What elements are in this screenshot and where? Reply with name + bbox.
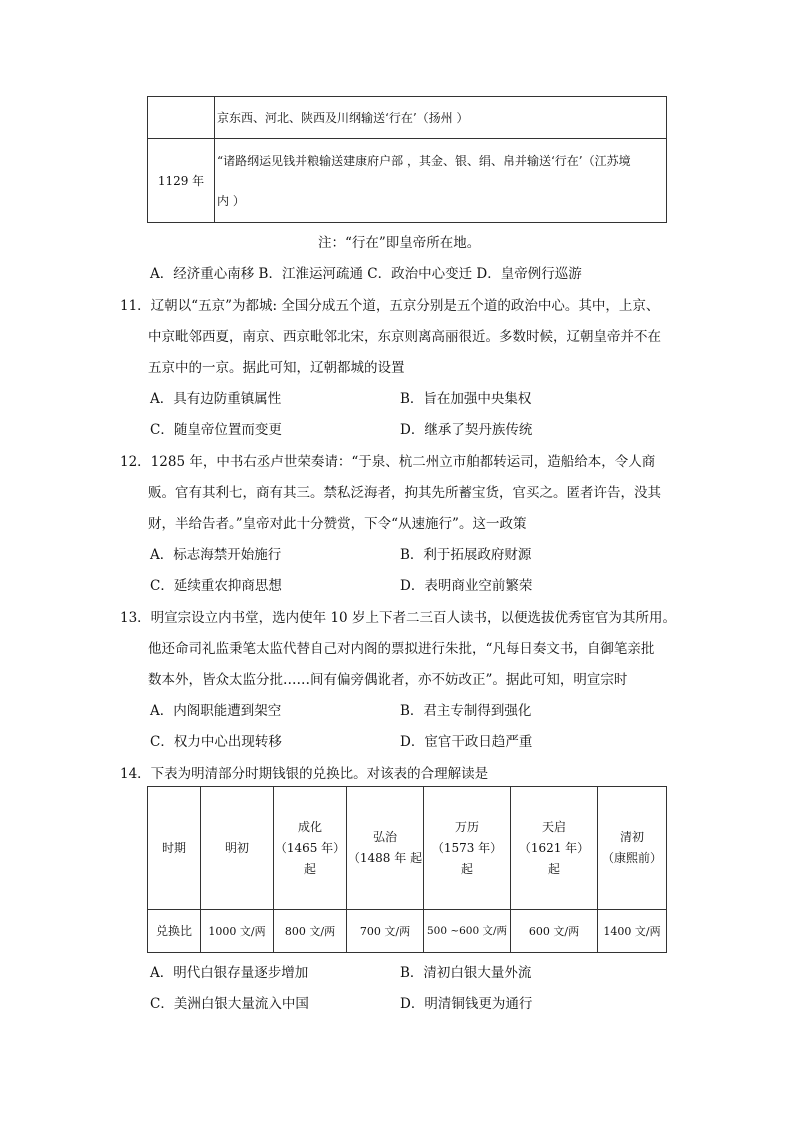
table1-row2-line1: “诸路纲运见钱并粮输送建康府户部 ，其金、银、绢、帛并输送‘行在’（江苏境: [217, 153, 631, 168]
table2-value: 1400 文/两: [598, 910, 667, 953]
tianqi-label: 天启: [541, 819, 566, 834]
table2-header-tianqi: [511, 787, 598, 910]
table2-value: 1000 文/两: [201, 910, 274, 953]
q12-option-a[interactable]: A．标志海禁开始施行: [150, 547, 282, 563]
q14-stem: 14．下表为明清部分时期钱银的兑换比。对该表的合理解读是: [120, 766, 489, 782]
table-grain-transport: [147, 96, 667, 223]
table2-header-wanli: [424, 787, 511, 910]
table1-row2-text: [215, 139, 667, 223]
q12-option-d[interactable]: D．表明商业空前繁荣: [400, 578, 533, 594]
table2-header-period: 时期: [148, 787, 201, 910]
table2-header-early-ming: 明初: [201, 787, 274, 910]
chenghua-label: 成化: [297, 819, 322, 834]
table1-row2-year-text: 1129 年: [157, 174, 205, 188]
table2-header-chenghua: [274, 787, 347, 910]
q13-option-a[interactable]: A．内阁职能遭到架空: [150, 703, 282, 719]
q13-option-c[interactable]: C．权力中心出现转移: [150, 734, 282, 750]
q10-options: A．经济重心南移 B．江淮运河疏通 C．政治中心变迁 D．皇帝例行巡游: [150, 266, 582, 282]
table2-value: 500 ~600 文/两: [424, 910, 511, 953]
q11-option-a[interactable]: A．具有边防重镇属性: [150, 391, 282, 407]
q11-option-d[interactable]: D．继承了契丹族传统: [400, 422, 533, 438]
q14-option-a[interactable]: A．明代白银存量逐步增加: [150, 965, 309, 981]
q11-option-b[interactable]: B．旨在加强中央集权: [400, 391, 532, 407]
q12-option-b[interactable]: B．利于拓展政府财源: [400, 547, 532, 563]
q11-line3: 五京中的一京。据此可知，辽朝都城的设置: [148, 360, 405, 376]
table2-value: 700 文/两: [347, 910, 424, 953]
q13-line2: 他还命司礼监秉笔太监代替自己对内阁的票拟进行朱批，“凡每日奏文书，自御笔亲批: [148, 641, 655, 657]
table1-row1-text-content: 京东西、河北、陕西及川纲输送‘行在’（扬州 ）: [217, 111, 469, 125]
q13-option-d[interactable]: D．宦官干政日趋严重: [400, 734, 533, 750]
q11-option-c[interactable]: C．随皇帝位置而变更: [150, 422, 282, 438]
q11-line2: 中京毗邻西夏，南京、西京毗邻北宋，东京则离高丽很近。多数时候，辽朝皇帝并不在: [148, 329, 661, 345]
q13-line1: 13．明宣宗设立内书堂，选内使年 10 岁上下者二三百人读书，以便选拔优秀宦官为其所用。: [120, 610, 676, 626]
q12-option-c[interactable]: C．延续重农抑商思想: [150, 578, 282, 594]
q14-option-d[interactable]: D．明清铜钱更为通行: [400, 996, 533, 1012]
table-exchange-rate: [147, 786, 667, 953]
chenghua-from: 起: [303, 861, 316, 876]
q12-line1: 12．1285 年，中书右丞卢世荣奏请：“于泉、杭二州立市舶都转运司，造船给本，令人商: [120, 454, 656, 470]
q13-option-b[interactable]: B．君主专制得到强化: [400, 703, 532, 719]
q12-line2: 贩。官有其利七，商有其三。禁私泛海者，拘其先所蓄宝货，官买之。匿者许告，没其: [148, 485, 661, 501]
q14-option-b[interactable]: B．清初白银大量外流: [400, 965, 532, 981]
table2-row-label: 兑换比: [148, 910, 201, 953]
tianqi-from: 起: [547, 861, 560, 876]
table2-header-early-qing: [598, 787, 667, 910]
tianqi-year: （1621 年）: [518, 840, 590, 855]
q13-line3: 数本外，皆众太监分批……间有偏旁偶讹者，亦不妨改正”。据此可知，明宣宗时: [148, 672, 628, 688]
table-note: 注：“行在”即皇帝所在地。: [318, 235, 481, 251]
wanli-year: （1573 年）: [431, 840, 503, 855]
table1-row2-line2: 内 ）: [217, 193, 245, 208]
table2-value: 600 文/两: [511, 910, 598, 953]
early-qing-label: 清初: [619, 830, 644, 844]
wanli-from: 起: [460, 861, 473, 876]
q11-line1: 11．辽朝以“五京”为都城: 全国分成五个道，五京分别是五个道的政治中心。其中，上京、: [120, 298, 660, 314]
hongzhi-year: （1488 年 起: [347, 851, 423, 865]
table2-value: 800 文/两: [274, 910, 347, 953]
q12-line3: 财，半给告者。”皇帝对此十分赞赏，下令“从速施行”。这一政策: [148, 516, 527, 532]
q14-option-c[interactable]: C．美洲白银大量流入中国: [150, 996, 309, 1012]
early-qing-note: （康熙前）: [601, 851, 662, 865]
table1-row2-year: [148, 139, 215, 223]
hongzhi-label: 弘治: [372, 830, 397, 844]
table1-row1-text: [215, 97, 667, 139]
wanli-label: 万历: [454, 819, 479, 834]
table2-header-hongzhi: [347, 787, 424, 910]
table1-row1-year: [148, 97, 215, 139]
chenghua-year: （1465 年）: [274, 840, 346, 855]
